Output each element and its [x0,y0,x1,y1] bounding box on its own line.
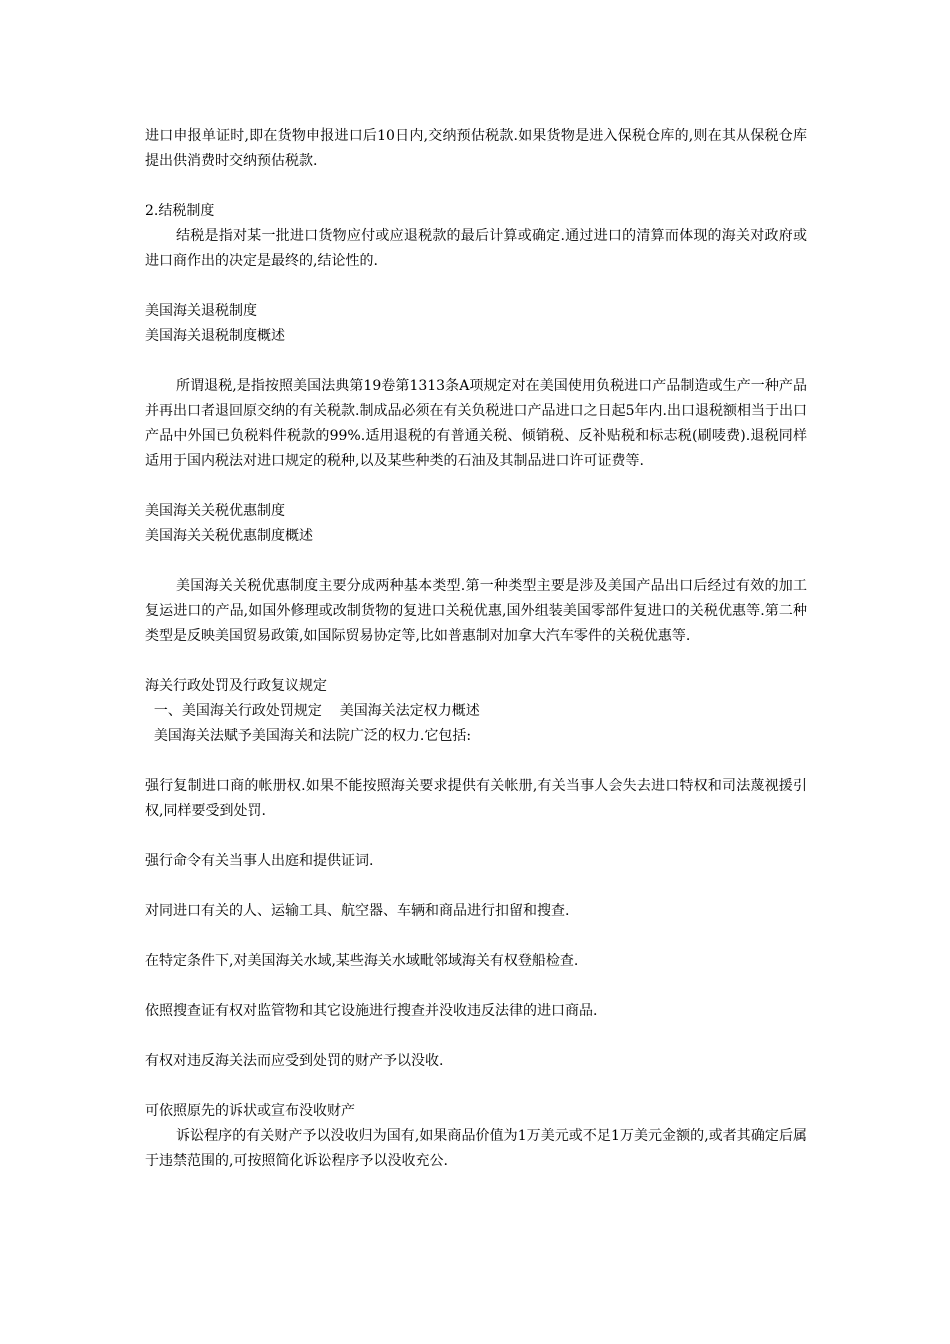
heading-refund: 美国海关退税制度 [145,303,257,319]
spacer [145,1024,807,1049]
paragraph-power-2: 强行命令有关当事人出庭和提供证词. [145,853,374,869]
paragraph-power-6: 有权对违反海关法而应受到处罚的财产予以没收. [145,1053,444,1069]
heading-penalty-sub: 一、美国海关行政处罚规定 美国海关法定权力概述 [145,703,480,719]
heading-refund-overview: 美国海关退税制度概述 [145,328,285,344]
spacer [145,649,807,674]
paragraph-power-3: 对同进口有关的人、运输工具、航空器、车辆和商品进行扣留和搜查. [145,903,570,919]
paragraph-power-5: 依照搜查证有权对监管物和其它设施进行搜查并没收违反法律的进口商品. [145,1003,598,1019]
paragraph-refund: 所谓退税,是指按照美国法典第19卷第1313条A项规定对在美国使用负税进口产品制造或生产一种产品并再出口者退回原交纳的有关税款.制成品必须在有关负税进口产品进口之日起5年内.出口退税额相当于出口产品中外国已负税料件税款的99%.适用退税的有普通关税、倾销税、反补贴税和标志税(刷唛费).退税同样适用于国内税法对进口规定的税种,以及某些种类的石油及其制品进口许可证费等. [145,378,807,469]
spacer [145,749,807,774]
heading-settlement: 2.结税制度 [145,203,215,219]
spacer [145,174,807,199]
spacer [145,924,807,949]
paragraph-powers-intro: 美国海关法赋予美国海关和法院广泛的权力.它包括: [145,728,472,744]
paragraph-estimated-tax: 进口申报单证时,即在货物申报进口后10日内,交纳预估税款.如果货物是进入保税仓库的,则在其从保税仓库提出供消费时交纳预估税款. [145,128,807,169]
heading-penalty: 海关行政处罚及行政复议规定 [145,678,327,694]
heading-forfeit: 可依照原先的诉状或宣布没收财产 [145,1103,355,1119]
spacer [145,824,807,849]
heading-preference-overview: 美国海关关税优惠制度概述 [145,528,313,544]
spacer [145,974,807,999]
heading-preference: 美国海关关税优惠制度 [145,503,285,519]
spacer [145,274,807,299]
spacer [145,474,807,499]
spacer [145,1074,807,1099]
paragraph-preference: 美国海关关税优惠制度主要分成两种基本类型.第一种类型主要是涉及美国产品出口后经过有效的加工复运进口的产品,如国外修理或改制货物的复进口关税优惠,国外组装美国零部件复进口的关税优惠等.第二种类型是反映美国贸易政策,如国际贸易协定等,比如普惠制对加拿大汽车零件的关税优惠等. [145,578,807,644]
paragraph-forfeit: 诉讼程序的有关财产予以没收归为国有,如果商品价值为1万美元或不足1万美元金额的,或者其确定后属于违禁范围的,可按照简化诉讼程序予以没收充公. [145,1128,807,1169]
spacer [145,549,807,574]
paragraph-power-4: 在特定条件下,对美国海关水域,某些海关水域毗邻域海关有权登船检查. [145,953,579,969]
spacer [145,874,807,899]
paragraph-power-1: 强行复制进口商的帐册权.如果不能按照海关要求提供有关帐册,有关当事人会失去进口特权和司法蔑视援引权,同样要受到处罚. [145,778,807,819]
document-body [145,124,807,1174]
spacer [145,349,807,374]
paragraph-settlement: 结税是指对某一批进口货物应付或应退税款的最后计算或确定.通过进口的清算而体现的海关对政府或进口商作出的决定是最终的,结论性的. [145,228,807,269]
